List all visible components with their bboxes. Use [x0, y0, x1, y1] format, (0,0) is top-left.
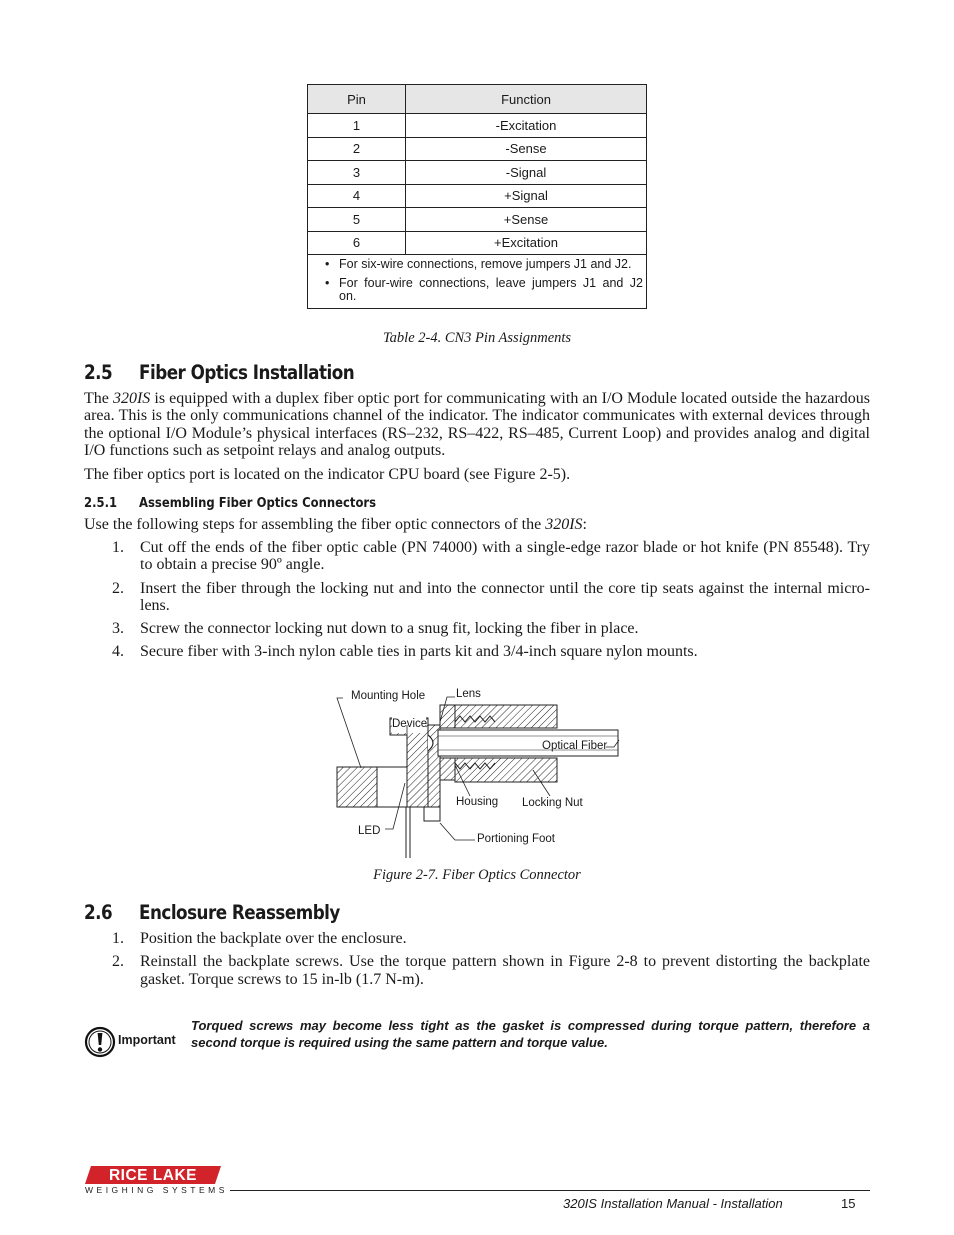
- table-row: [308, 137, 647, 161]
- list-item: [84, 580, 870, 615]
- step-text: Position the backplate over the enclosure.: [140, 930, 407, 947]
- section-title: Enclosure Reassembly: [139, 901, 340, 924]
- table-row: [308, 161, 647, 185]
- list-item: [84, 539, 870, 574]
- important-exclamation-icon: [84, 1026, 116, 1058]
- section-number: 2.6: [84, 901, 113, 924]
- subsection-number: 2.5.1: [84, 495, 118, 511]
- list-item: [84, 620, 870, 637]
- text-run: :: [582, 516, 587, 533]
- logo-subtitle: WEIGHING SYSTEMS: [85, 1185, 228, 1195]
- pin-cell: 6: [308, 231, 406, 255]
- label-led: LED: [358, 825, 381, 837]
- section-heading-2-5: [84, 361, 354, 384]
- column-header-pin: Pin: [308, 85, 406, 114]
- table-caption: Table 2-4. CN3 Pin Assignments: [382, 330, 572, 346]
- section-heading-2-6: [84, 901, 340, 924]
- function-cell: +Excitation: [406, 231, 647, 255]
- product-name: 320IS: [112, 390, 151, 407]
- pin-cell: 5: [308, 208, 406, 232]
- table-header-row: [308, 85, 647, 114]
- text-run: Use the following steps for assembling the fiber optic connectors of the: [84, 516, 546, 533]
- page-number: 15: [841, 1196, 856, 1211]
- function-cell: -Excitation: [406, 114, 647, 138]
- list-item: [84, 930, 870, 947]
- note-item: • For four-wire connections, leave jumpers J1 and J2 on.: [312, 277, 643, 304]
- function-cell: -Sense: [406, 137, 647, 161]
- positioning-foot: [424, 807, 440, 821]
- text-run: is equipped with a duplex fiber optic port for communicating with an I/O Module located outside the hazardous area. This is the only communications channel of the indicator. The indicator communicates with external devices through the optional I/O Module’s physical interfaces (RS–232, RS–422, RS–485, Current Loop) and provides analog and digital I/O functions such as setpoint relays and analog outputs.: [84, 390, 870, 459]
- list-item: [84, 643, 870, 660]
- mounting-flange-hatched: [337, 767, 377, 807]
- paragraph-fiber-intro: [84, 390, 870, 459]
- step-text: Secure fiber with 3-inch nylon cable ties in parts kit and 3/4-inch square nylon mounts.: [140, 643, 698, 661]
- step-number: 2.: [112, 953, 124, 971]
- housing-bottom: [440, 758, 455, 780]
- table-row: [308, 208, 647, 232]
- step-text: Cut off the ends of the fiber optic cable (PN 74000) with a single-edge razor blade or hot knife (PN 85548). Try to obtain a precise 90º angle.: [140, 539, 870, 574]
- housing-top: [440, 705, 455, 728]
- important-note-text: Torqued screws may become less tight as the gasket is compressed during torque pattern, therefore a second torque is required using the same pattern and torque value.: [191, 1018, 870, 1050]
- logo-mark: [85, 1166, 221, 1184]
- assembly-steps-list: [84, 539, 870, 661]
- step-number: 3.: [112, 620, 124, 638]
- pin-cell: 4: [308, 184, 406, 208]
- footer-doc-title: 320IS Installation Manual - Installation: [563, 1196, 783, 1211]
- footer-rule: [230, 1190, 870, 1191]
- leader-mounting-hole: [337, 698, 361, 768]
- function-cell: +Sense: [406, 208, 647, 232]
- text-run: The: [84, 390, 113, 407]
- table-notes-row: [308, 255, 647, 309]
- function-cell: -Signal: [406, 161, 647, 185]
- section-title: Fiber Optics Installation: [139, 361, 355, 384]
- pin-cell: 2: [308, 137, 406, 161]
- step-number: 2.: [112, 579, 124, 597]
- mounting-hole: [377, 767, 407, 807]
- section-number: 2.5: [84, 361, 113, 384]
- reassembly-steps-list: [84, 930, 870, 988]
- figure-caption: Figure 2-7. Fiber Optics Connector: [373, 867, 581, 883]
- step-text: Reinstall the backplate screws. Use the torque pattern shown in Figure 2-8 to prevent distorting the backplate gasket. Torque screws to 15 in-lb (1.7 N-m).: [140, 953, 870, 988]
- label-housing: Housing: [456, 796, 499, 808]
- table-notes-cell: [308, 255, 647, 309]
- function-cell: +Signal: [406, 184, 647, 208]
- rice-lake-logo: [85, 1166, 228, 1195]
- paragraph-steps-intro: [84, 516, 870, 533]
- paragraph-fiber-location: The fiber optics port is located on the indicator CPU board (see Figure 2-5).: [84, 466, 571, 483]
- pin-cell: 3: [308, 161, 406, 185]
- step-number: 4.: [112, 643, 124, 661]
- table-row: [308, 231, 647, 255]
- label-lens: Lens: [456, 688, 481, 700]
- product-name: 320IS: [545, 516, 583, 533]
- leader-positioning-foot: [440, 823, 475, 840]
- label-locking-nut: Locking Nut: [522, 797, 583, 809]
- subsection-heading-2-5-1: [84, 495, 376, 511]
- logo-wordmark: RICE LAKE: [108, 1167, 198, 1184]
- label-device: Device: [392, 718, 428, 730]
- step-text: Insert the fiber through the locking nut and into the connector until the core tip seats against the internal micro-lens.: [140, 579, 870, 614]
- label-mounting-hole: Mounting Hole: [351, 690, 426, 702]
- important-label: Important: [118, 1033, 176, 1047]
- subsection-title: Assembling Fiber Optics Connectors: [139, 495, 377, 511]
- table-row: [308, 184, 647, 208]
- notes-list: [312, 258, 643, 304]
- table-row: [308, 114, 647, 138]
- column-header-function: Function: [406, 85, 647, 114]
- step-text: Screw the connector locking nut down to a snug fit, locking the fiber in place.: [140, 620, 639, 638]
- locking-nut-bottom: [455, 758, 557, 782]
- pin-cell: 1: [308, 114, 406, 138]
- label-positioning-foot: Portioning Foot: [477, 833, 555, 845]
- note-item: • For six-wire connections, remove jumpers J1 and J2.: [312, 258, 643, 272]
- step-number: 1.: [112, 539, 124, 556]
- list-item: [84, 953, 870, 988]
- step-number: 1.: [112, 930, 124, 947]
- pin-assignment-table: [307, 84, 647, 309]
- label-optical-fiber: Optical Fiber: [542, 740, 608, 752]
